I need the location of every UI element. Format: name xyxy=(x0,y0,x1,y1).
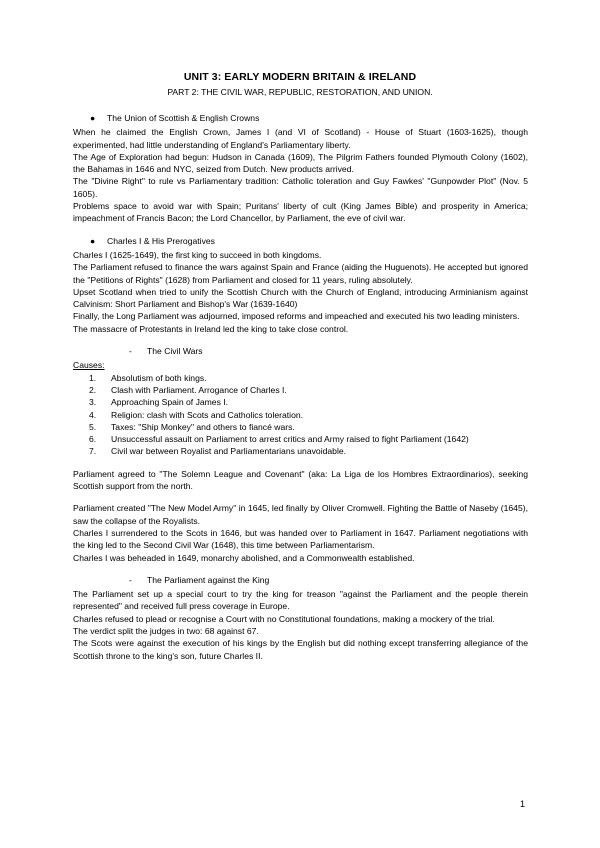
section-heading-civil-wars xyxy=(73,345,528,357)
paragraph: When he claimed the English Crown, James I (and VI of Scotland) - House of Stuart (1603-1625), though experimented, had little understanding of England's Parliamentary liberty. xyxy=(73,127,528,150)
list-item: 6. Unsuccessful assault on Parliament to arrest critics and Army raised to fight Parliament (1642) xyxy=(89,434,469,445)
paragraph: Charles I surrendered to the Scots in 1646, but was handed over to Parliament in 1647. Parliament negotiations with the king led to the Second Civil War (1648), this time between Parliamentarism. xyxy=(73,527,528,551)
paragraph: Problems space to avoid war with Spain; Puritans' liberty of cult (King James Bible) and prosperity in America; impeachment of Francis Bacon; the Lord Chancellor, by Parliament, the eve of civil war. xyxy=(73,201,528,224)
paragraph: The Parliament set up a special court to try the king for treason "against the Parliament and the people therein represented" and received full press coverage in Europe. xyxy=(73,589,528,612)
paragraph: Charles I (1625-1649), the first king to succeed in both kingdoms. xyxy=(73,249,322,260)
document-body xyxy=(73,112,528,662)
document-title: UNIT 3: EARLY MODERN BRITAIN & IRELAND xyxy=(183,71,417,83)
dash-icon: - xyxy=(129,346,132,357)
dash-icon: - xyxy=(129,574,132,585)
section-heading-charles xyxy=(73,235,528,247)
paragraph: The Parliament refused to finance the wars against Spain and France (aiding the Huguenots). He accepted but ignored the "Petitions of Rights" (1628) from Parliament and closed for 11 years, ruling absolutely. xyxy=(73,262,528,285)
paragraph: Charles refused to plead or recognise a Court with no Constitutional foundations, making a mockery of the trial. xyxy=(73,613,495,624)
list-item: 2. Clash with Parliament. Arrogance of Charles I. xyxy=(89,384,287,395)
paragraph: Parliament created "The New Model Army" in 1645, led finally by Oliver Cromwell. Fighting the Battle of Naseby (1645), saw the collapse of the Royalists. xyxy=(73,503,528,526)
list-item: 4. Religion: clash with Scots and Catholics toleration. xyxy=(89,409,304,420)
paragraph: Charles I was beheaded in 1649, monarchy abolished, and a Commonwealth established. xyxy=(73,552,415,563)
list-item: 5. Taxes: "Ship Monkey" and others to fiancé wars. xyxy=(89,421,295,432)
list-item: 7. Civil war between Royalist and Parliamentarians unavoidable. xyxy=(89,446,347,457)
paragraph: The Age of Exploration had begun: Hudson in Canada (1609), The Pilgrim Fathers founded Plymouth Colony (1602), the Bahamas in 1646 and NYC, seized from Dutch. New products arrived. xyxy=(73,151,528,175)
list-item: 3. Approaching Spain of James I. xyxy=(89,397,229,408)
paragraph: The Scots were against the execution of his kings by the English but did nothing except transferring allegiance of the Scottish throne to the king's son, future Charles II. xyxy=(73,638,528,661)
section-heading-text: The Parliament against the King xyxy=(147,574,270,585)
causes-list xyxy=(73,372,528,458)
paragraph: The "Divine Right" to rule vs Parliamentary tradition: Catholic toleration and Guy Fawkes' "Gunpowder Plot" (Nov. 5 1605). xyxy=(73,176,528,199)
page-number: 1 xyxy=(519,799,525,809)
paragraph: The verdict split the judges in two: 68 against 67. xyxy=(73,625,259,636)
paragraph: Finally, the Long Parliament was adjourned, imposed reforms and impeached and executed his two leading ministers. xyxy=(73,311,520,322)
document-subtitle: PART 2: THE CIVIL WAR, REPUBLIC, RESTORATION, AND UNION. xyxy=(167,87,433,97)
causes-label: Causes: xyxy=(73,360,105,371)
section-heading-parliament-king xyxy=(73,574,528,586)
section-heading-union xyxy=(73,112,528,124)
bullet-icon: ● xyxy=(90,113,96,123)
section-heading-text: Charles I & His Prerogatives xyxy=(107,235,215,246)
list-item: 1. Absolutism of both kings. xyxy=(89,372,207,383)
section-heading-text: The Union of Scottish & English Crowns xyxy=(107,113,260,123)
paragraph: The massacre of Protestants in Ireland led the king to take close control. xyxy=(73,323,349,334)
paragraph: Upset Scotland when tried to unify the Scottish Church with the Church of England, introducing Arminianism against Calvinism: Short Parliament and Bishop's War (1639-1640) xyxy=(73,286,528,310)
paragraph: Parliament agreed to "The Solemn League and Covenant" (aka: La Liga de los Hombres Extraordinarios), seeking Scottish support from the north. xyxy=(73,468,528,492)
bullet-icon: ● xyxy=(90,235,96,246)
section-heading-text: The Civil Wars xyxy=(147,346,203,357)
